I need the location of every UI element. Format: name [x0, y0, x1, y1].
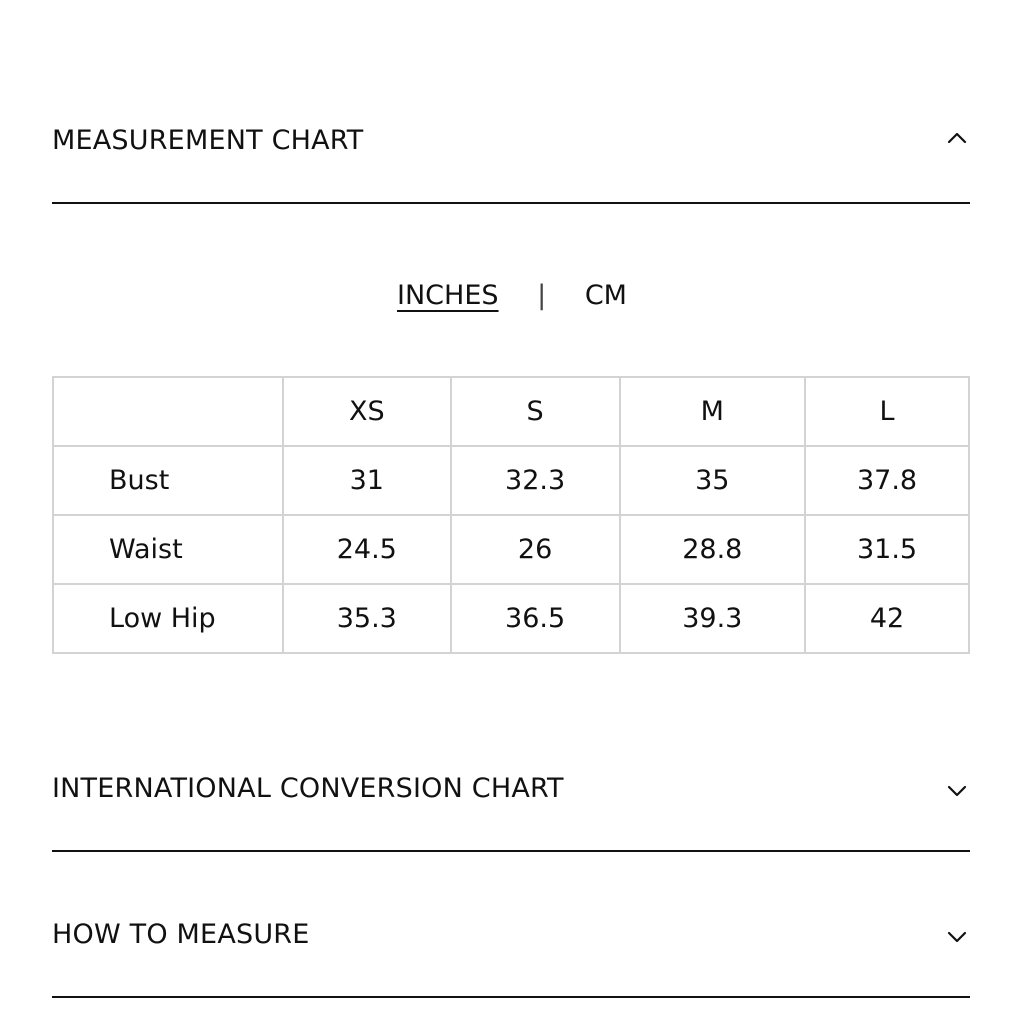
how-to-measure-title: HOW TO MEASURE: [52, 919, 310, 950]
table-header-cell: M: [620, 377, 806, 446]
table-header-cell: S: [451, 377, 620, 446]
table-row: [53, 446, 969, 515]
table-header-cell: L: [805, 377, 969, 446]
table-cell: 31.5: [805, 515, 969, 584]
size-chart-table: [52, 376, 970, 654]
chevron-down-icon[interactable]: [946, 780, 968, 802]
table-cell: 35.3: [283, 584, 451, 653]
row-label: Bust: [53, 446, 283, 515]
table-header-cell: XS: [283, 377, 451, 446]
table-cell: 42: [805, 584, 969, 653]
chevron-down-icon[interactable]: [946, 926, 968, 948]
unit-cm-tab[interactable]: CM: [584, 280, 627, 311]
table-cell: 32.3: [451, 446, 620, 515]
international-conversion-header[interactable]: [52, 748, 970, 852]
chevron-up-icon[interactable]: [946, 127, 968, 149]
table-cell: 28.8: [620, 515, 806, 584]
international-conversion-title: INTERNATIONAL CONVERSION CHART: [52, 773, 564, 804]
table-cell: 31: [283, 446, 451, 515]
table-header-cell: [53, 377, 283, 446]
table-cell: 37.8: [805, 446, 969, 515]
row-label: Waist: [53, 515, 283, 584]
table-header-row: [53, 377, 969, 446]
table-cell: 35: [620, 446, 806, 515]
table-cell: 39.3: [620, 584, 806, 653]
measurement-chart-header[interactable]: [52, 100, 970, 204]
table-cell: 26: [451, 515, 620, 584]
table-row: [53, 515, 969, 584]
unit-inches-tab[interactable]: INCHES: [397, 280, 499, 311]
measurement-chart-title: MEASUREMENT CHART: [52, 125, 364, 156]
unit-separator: |: [537, 280, 547, 311]
table-row: [53, 584, 969, 653]
how-to-measure-header[interactable]: [52, 896, 970, 998]
table-cell: 36.5: [451, 584, 620, 653]
row-label: Low Hip: [53, 584, 283, 653]
table-cell: 24.5: [283, 515, 451, 584]
unit-toggle: [0, 280, 1024, 311]
